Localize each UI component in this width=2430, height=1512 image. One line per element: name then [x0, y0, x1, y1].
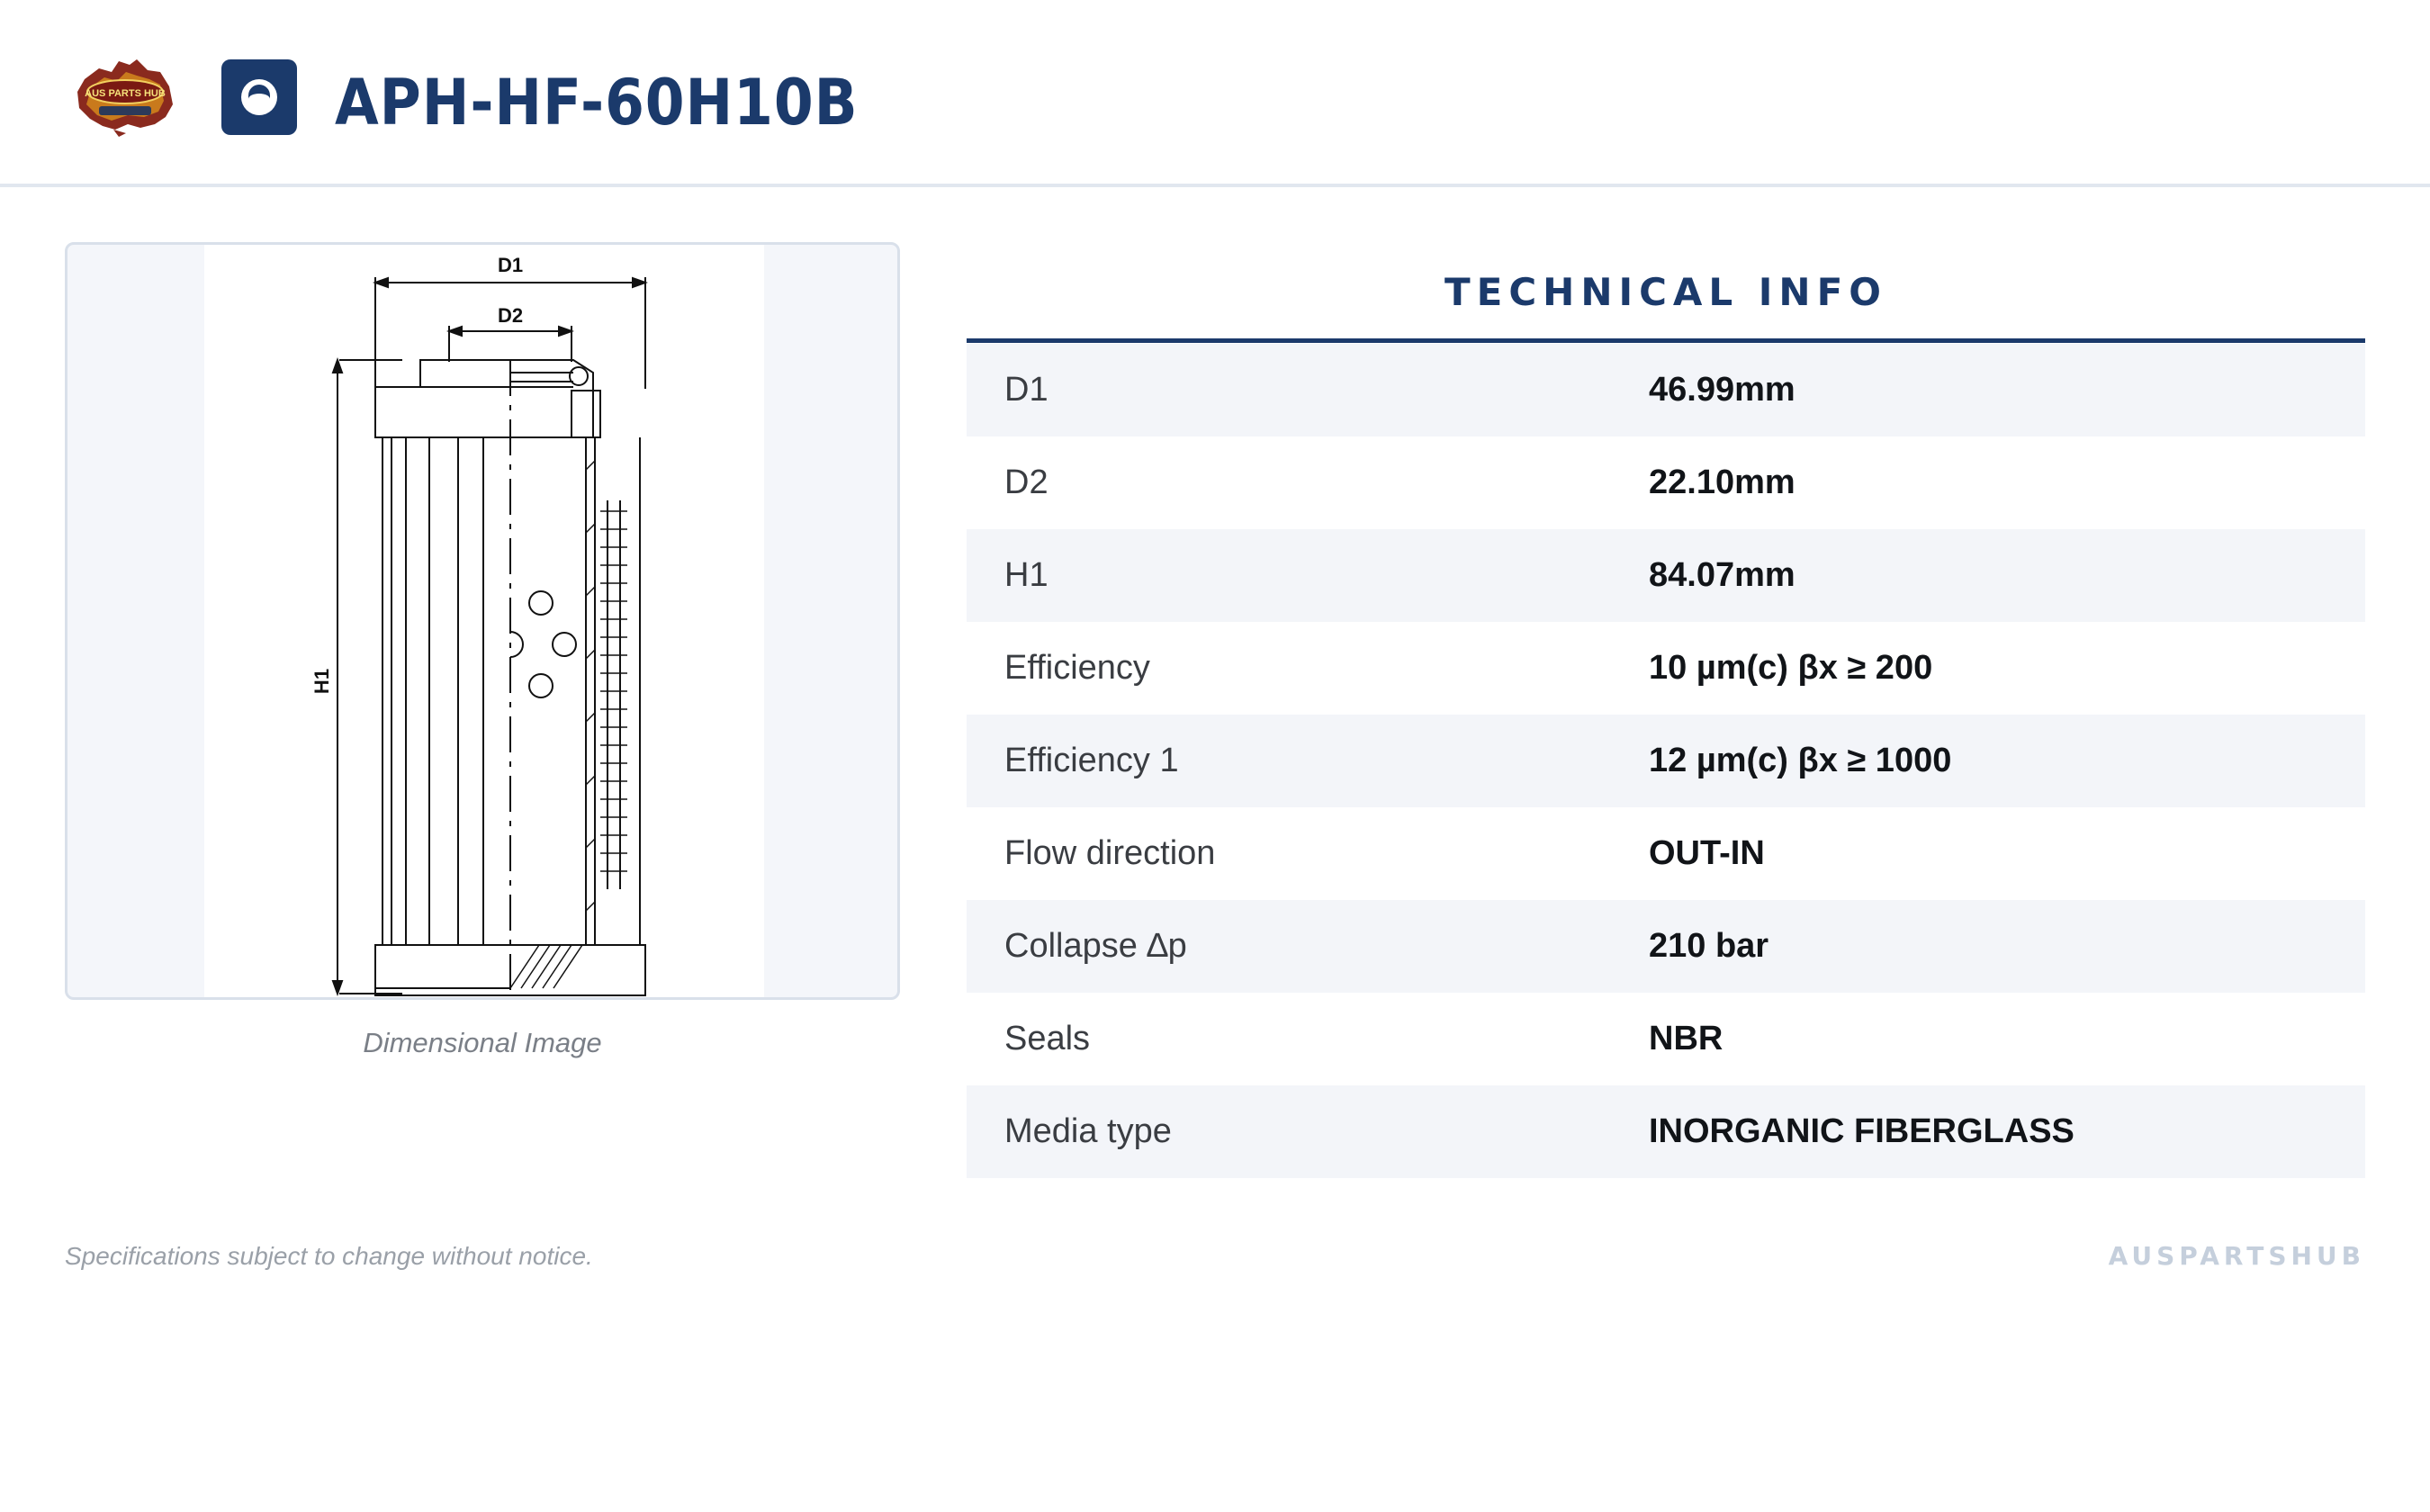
- spec-label: H1: [1004, 556, 1048, 594]
- spec-row-collapse: [967, 900, 2365, 993]
- spec-label: Efficiency 1: [1004, 742, 1179, 779]
- spec-label: Flow direction: [1004, 834, 1216, 872]
- spec-value: 46.99mm: [1649, 371, 1796, 409]
- d2-label: D2: [497, 304, 524, 327]
- spec-row-d1: [967, 344, 2365, 436]
- image-caption: Dimensional Image: [363, 1027, 602, 1058]
- spec-row-h1: [967, 529, 2365, 622]
- spec-value: OUT-IN: [1649, 834, 1765, 872]
- spec-label: D2: [1004, 464, 1048, 501]
- spec-value: 210 bar: [1649, 927, 1769, 965]
- spec-row-media-type: [967, 1085, 2365, 1178]
- technical-info-title: TECHNICAL INFO: [1444, 270, 1887, 314]
- spec-value: INORGANIC FIBERGLASS: [1649, 1112, 2074, 1150]
- spec-label: Seals: [1004, 1020, 1091, 1058]
- spec-row-d2: [967, 436, 2365, 529]
- spec-label: Efficiency: [1004, 649, 1150, 687]
- spec-value: 22.10mm: [1649, 464, 1796, 501]
- spec-label: Collapse ∆p: [1004, 927, 1187, 965]
- page-header: [0, 0, 2430, 187]
- spec-value: NBR: [1649, 1020, 1724, 1058]
- disclaimer-text: Specifications subject to change without notice.: [65, 1242, 593, 1270]
- logo-text: AUS PARTS HUB: [85, 88, 166, 99]
- spec-value: 12 µm(c) βx ≥ 1000: [1649, 742, 1952, 779]
- spec-row-efficiency-1: [967, 715, 2365, 807]
- dimensional-image-panel: [65, 242, 900, 1000]
- spec-row-flow-direction: [967, 807, 2365, 900]
- d1-label: D1: [497, 254, 524, 276]
- aus-parts-hub-logo: [72, 52, 178, 139]
- dimensional-drawing: [204, 245, 764, 997]
- brand-watermark: AUSPARTSHUB: [2108, 1241, 2365, 1271]
- filter-cross-section-drawing: [204, 245, 764, 997]
- part-number-title: APH-HF-60H10B: [335, 66, 859, 140]
- spec-value: 10 µm(c) βx ≥ 200: [1649, 649, 1933, 687]
- h1-label: H1: [310, 668, 333, 695]
- spec-row-efficiency: [967, 622, 2365, 715]
- title-divider: [967, 338, 2365, 343]
- spec-value: 84.07mm: [1649, 556, 1796, 594]
- technical-info-table: [967, 344, 2365, 1178]
- spec-label: Media type: [1004, 1112, 1172, 1150]
- spec-row-seals: [967, 993, 2365, 1085]
- spec-label: D1: [1004, 371, 1048, 409]
- filter-element-icon: [221, 59, 297, 135]
